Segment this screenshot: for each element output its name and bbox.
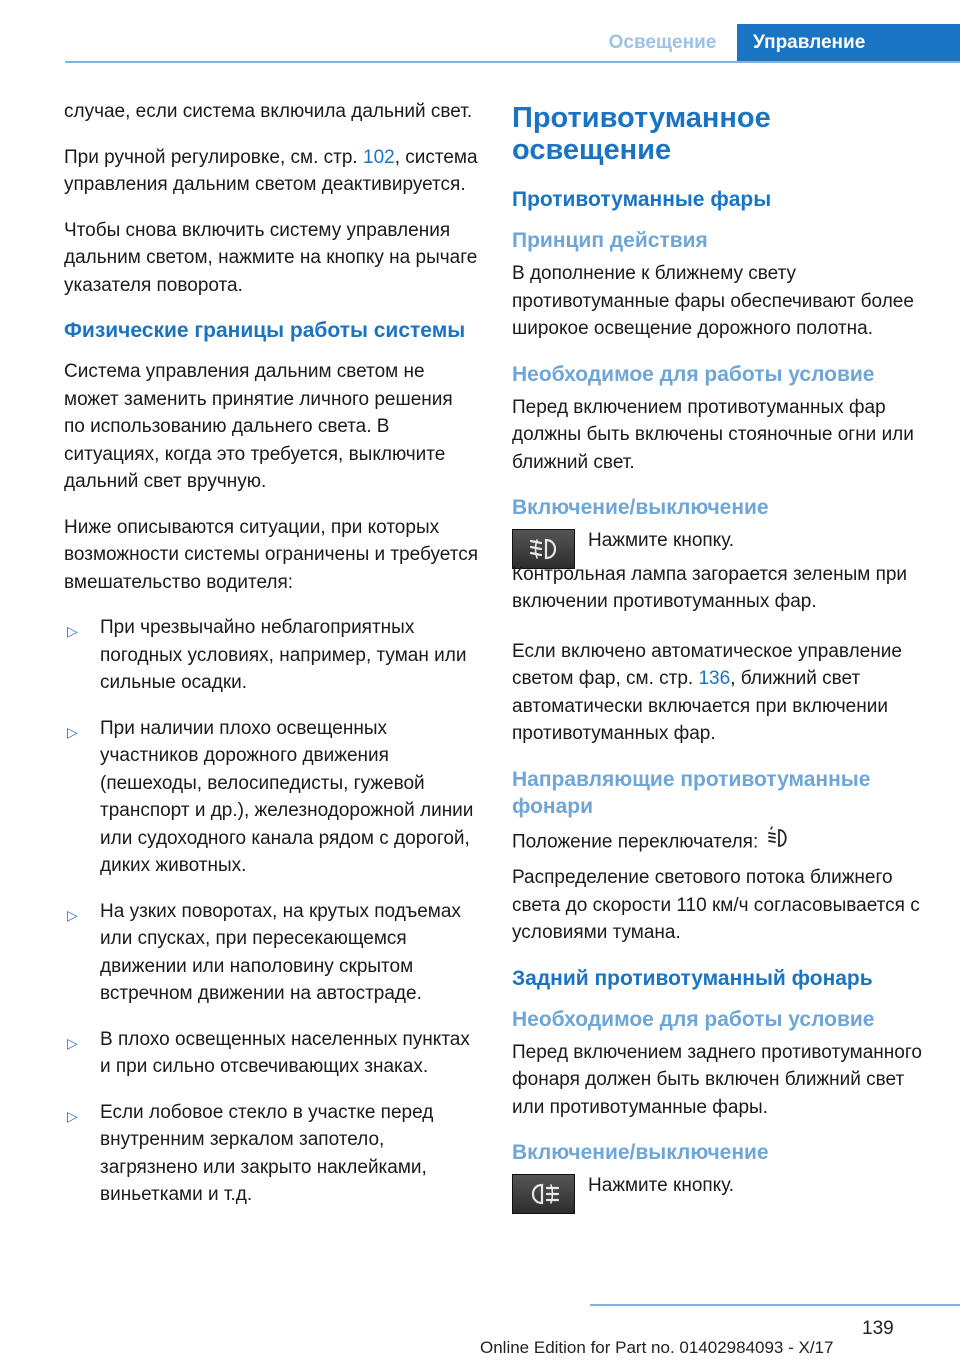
- rear-fog-light-button-icon: [512, 1174, 575, 1214]
- text: , система управления дальним светом деактивируется.: [64, 146, 478, 195]
- list-item-text: При наличии плохо освещенных участников дорожного движения (пешеходы, велосипедисты, гужевой транспорт и др.), железнодорожной линии или судоходного канала рядом с дорогой, диких животных.: [100, 717, 474, 876]
- auto-headlight-icon: [764, 826, 790, 859]
- paragraph: [64, 144, 478, 199]
- list-item-text: Если лобовое стекло в участке перед внутренним зеркалом запотело, загрязнено или закрыто наклейками, виньетками и т.д.: [100, 1101, 434, 1205]
- paragraph: Система управления дальним светом не может заменить принятие личного решения по использованию дальнего света. В ситуациях, когда это требуется, выключите дальний свет вручную.: [64, 361, 453, 492]
- paragraph: [512, 826, 932, 859]
- heading-principle: Принцип действия: [512, 229, 708, 252]
- rear-fog-button-row: [512, 1172, 932, 1214]
- indicator-text: Контрольная лампа загорается зеленым при включении противотуманных фар.: [512, 563, 908, 612]
- triangle-bullet-icon: ▷: [67, 906, 78, 923]
- header-bar: [0, 0, 960, 62]
- switch-position-label: Положение переключателя:: [512, 830, 759, 852]
- paragraph: [512, 638, 932, 748]
- list-item: [64, 898, 478, 1008]
- paragraph: Ниже описываются ситуации, при которых возможности системы ограничены и требуется вмешательство водителя:: [64, 516, 479, 593]
- triangle-bullet-icon: ▷: [67, 1034, 78, 1051]
- paragraph: Распределение светового потока ближнего света до скорости 110 км/ч согласовывается с условиями тумана.: [512, 867, 920, 943]
- instruction-text: Нажмите кнопку.: [588, 530, 735, 551]
- left-column: [64, 98, 478, 1227]
- triangle-bullet-icon: ▷: [67, 723, 78, 740]
- heading-front-fog-lights: Противотуманные фары: [512, 188, 772, 211]
- list-item: [64, 614, 478, 697]
- page-number: 139: [862, 1318, 894, 1339]
- header-rule: [65, 61, 960, 63]
- text: Если включено автоматическое управление светом фар, см. стр.: [512, 640, 902, 689]
- paragraph: В дополнение к ближнему свету противотуманные фары обеспечивают более широкое освещение дорожного полотна.: [512, 263, 914, 339]
- heading-on-off: Включение/выключение: [512, 496, 769, 519]
- heading-requirement: Необходимое для работы условие: [512, 362, 875, 386]
- text: , ближний свет автоматически включается при включении противотуманных фар.: [512, 668, 888, 744]
- tab-controls[interactable]: Управление: [737, 24, 960, 62]
- paragraph: Перед включением противотуманных фар должны быть включены стояночные огни или ближний свет.: [512, 396, 914, 473]
- triangle-bullet-icon: ▷: [67, 623, 78, 639]
- heading-system-limits: Физические границы работы системы: [64, 319, 466, 342]
- list-item-text: В плохо освещенных населенных пунктах и при сильно отсвечивающих знаках.: [100, 1028, 470, 1077]
- list-item-text: На узких поворотах, на крутых подъемах или спусках, при пересекающемся движении или наполовину скрытом встречном движении на автостраде.: [100, 900, 461, 1004]
- heading-directional-fog: Направляющие противотуманные фонари: [512, 767, 871, 818]
- paragraph: Чтобы снова включить систему управления дальним светом, нажмите на кнопку на рычаге указателя поворота.: [64, 219, 478, 296]
- list-item-text: При чрезвычайно неблагоприятных погодных условиях, например, туман или сильные осадки.: [100, 617, 467, 693]
- list-item: [64, 715, 478, 880]
- paragraph: случае, если система включила дальний свет.: [64, 101, 473, 122]
- footer-rule: [590, 1304, 960, 1306]
- edition-footer: Online Edition for Part no. 01402984093 - X/17: [480, 1338, 834, 1357]
- section-title-fog-lighting: Противотуманное освещение: [512, 102, 771, 166]
- paragraph: Перед включением заднего противотуманного фонаря должен быть включен ближний свет или противотуманные фары.: [512, 1041, 922, 1118]
- list-item: [64, 1026, 478, 1081]
- heading-on-off: Включение/выключение: [512, 1141, 769, 1164]
- page-link-136[interactable]: 136: [698, 668, 731, 689]
- heading-requirement: Необходимое для работы условие: [512, 1007, 875, 1031]
- tab-lighting[interactable]: Освещение: [608, 32, 717, 53]
- instruction-text: Нажмите кнопку.: [588, 1175, 735, 1196]
- triangle-bullet-icon: ▷: [67, 1107, 78, 1124]
- page-link-102[interactable]: 102: [363, 146, 395, 168]
- limitation-list: [64, 614, 478, 1209]
- front-fog-button-row: [512, 527, 932, 622]
- list-item: [64, 1099, 478, 1209]
- right-column: [512, 98, 932, 1214]
- text: При ручной регулировке, см. стр.: [64, 146, 363, 168]
- heading-rear-fog-light: Задний противотуманный фонарь: [512, 966, 873, 990]
